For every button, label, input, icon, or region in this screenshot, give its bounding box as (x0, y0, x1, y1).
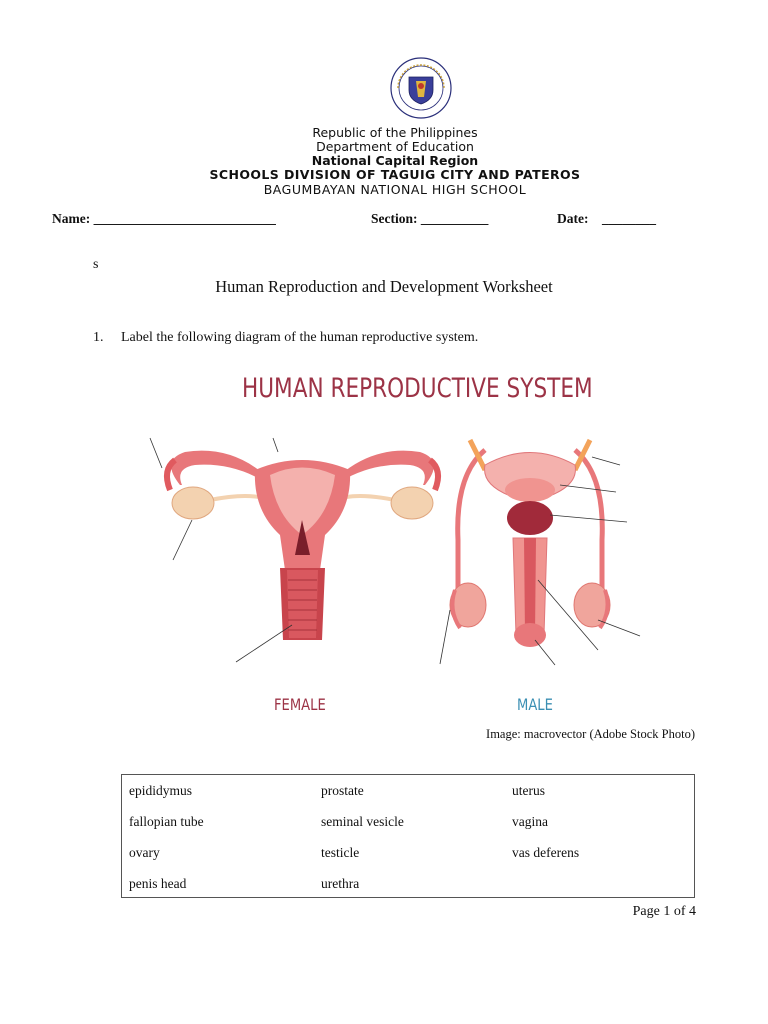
stray-character: s (93, 257, 99, 272)
deped-seal (390, 57, 452, 119)
image-credit: Image: macrovector (Adobe Stock Photo) (486, 727, 695, 741)
word-bank-item: uterus (512, 783, 545, 798)
word-bank-item: urethra (321, 876, 360, 891)
header-division: SCHOOLS DIVISION OF TAGUIG CITY AND PATEROS (209, 167, 581, 182)
diagram-title: HUMAN REPRODUCTIVE SYSTEM (242, 373, 593, 404)
word-bank-item: fallopian tube (129, 814, 204, 829)
word-bank-item: prostate (321, 783, 364, 798)
name-field: Name: ___________________________ (52, 211, 276, 226)
question-number: 1. (93, 330, 104, 345)
question-text: Label the following diagram of the human reproductive system. (121, 330, 479, 345)
section-field: Section: __________ (371, 211, 489, 226)
male-system-illustration (450, 440, 610, 647)
word-bank (121, 774, 695, 898)
page-number: Page 1 of 4 (632, 904, 696, 919)
word-bank-item: ovary (129, 845, 160, 860)
female-label: FEMALE (274, 695, 326, 714)
word-bank-item: testicle (321, 845, 360, 860)
word-bank-item: seminal vesicle (321, 814, 404, 829)
header-republic: Republic of the Philippines (312, 125, 478, 140)
question-1 (93, 330, 478, 346)
date-field: Date: ________ (557, 211, 656, 226)
worksheet-title: Human Reproduction and Development Worksheet (215, 277, 553, 296)
header-region: National Capital Region (311, 153, 479, 168)
header-school: BAGUMBAYAN NATIONAL HIGH SCHOOL (263, 182, 527, 197)
header-department: Department of Education (316, 139, 474, 154)
word-bank-item: vagina (512, 814, 548, 829)
word-bank-item: vas deferens (512, 845, 580, 860)
male-label: MALE (517, 695, 553, 714)
word-bank-item: penis head (129, 876, 187, 891)
female-system-illustration (167, 451, 438, 640)
word-bank-item: epididymus (129, 783, 192, 798)
reproductive-diagram (140, 430, 650, 675)
